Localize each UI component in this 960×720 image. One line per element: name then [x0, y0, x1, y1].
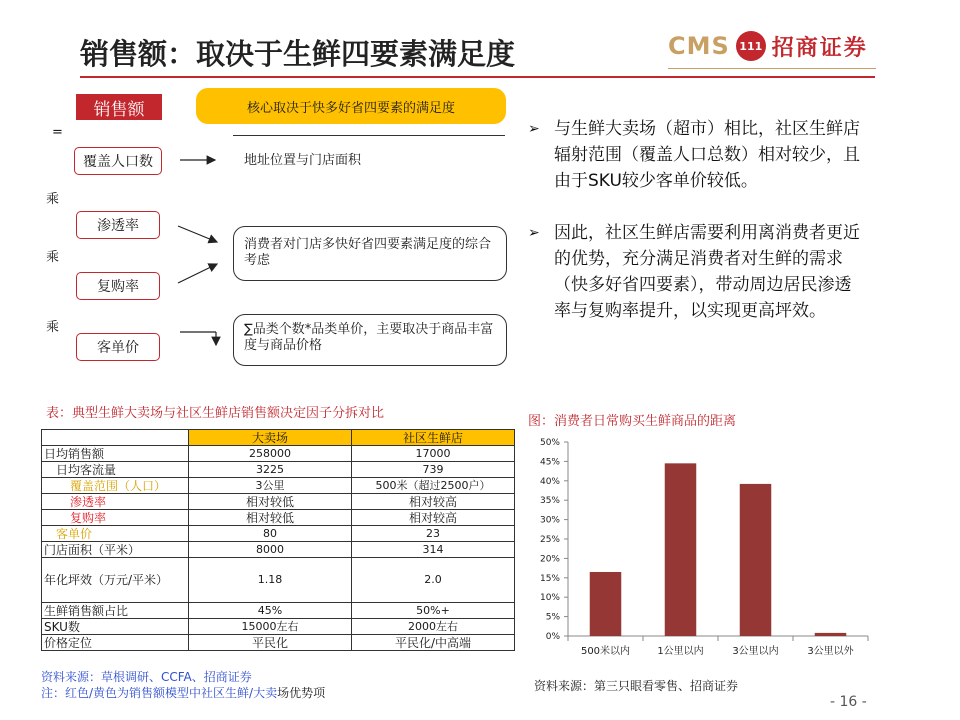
y-tick-label: 45% — [539, 457, 560, 468]
arrow-bullet-icon: ➢ — [528, 225, 540, 241]
y-tick-label: 30% — [539, 515, 560, 526]
table-cell: 3225 — [189, 462, 352, 478]
chart-bar — [665, 463, 697, 636]
table-header-cell — [42, 430, 189, 446]
table-cell: 3公里 — [189, 478, 352, 494]
y-tick-label: 25% — [539, 535, 560, 545]
x-tick-label: 1公里以内 — [657, 646, 704, 657]
table-cell: 平民化/中高端 — [352, 635, 515, 651]
table-row — [42, 462, 515, 478]
bullet-text: 因此，社区生鲜店需要利用离消费者更近的优势，充分满足消费者对生鲜的需求（快多好省四要素），带动周边居民渗透率与复购率提升，以实现更高坪效。 — [554, 223, 860, 321]
row-label: SKU数 — [42, 619, 189, 635]
arrow-penetration-icon — [178, 226, 217, 242]
row-label: 复购率 — [42, 510, 189, 526]
consideration-box: 消费者对门店多快好省四要素满足度的综合考虑 — [233, 226, 507, 281]
table-row — [42, 635, 515, 651]
table-cell: 45% — [189, 603, 352, 619]
table-cell: 739 — [352, 462, 515, 478]
factor-repurchase: 复购率 — [76, 272, 160, 300]
table-row — [42, 542, 515, 558]
cms-logo — [668, 26, 868, 66]
y-tick-label: 0% — [545, 632, 560, 642]
logo-badge-icon: 111 — [736, 31, 766, 61]
y-tick-label: 15% — [539, 573, 560, 584]
table-cell: 50%+ — [352, 603, 515, 619]
location-description: 地址位置与门店面积 — [244, 153, 362, 168]
chart-bar — [590, 572, 622, 636]
row-label: 覆盖范围（人口） — [42, 478, 189, 494]
table-row — [42, 478, 515, 494]
multiply-sign: 乘 — [46, 192, 60, 207]
note-suffix: 场优势项 — [277, 686, 326, 700]
arrow-bullet-icon: ➢ — [528, 121, 540, 137]
factor-coverage: 覆盖人口数 — [74, 147, 162, 175]
table-cell: 23 — [352, 526, 515, 542]
factor-basket-size: 客单价 — [76, 333, 160, 361]
row-label: 生鲜销售额占比 — [42, 603, 189, 619]
table-cell: 80 — [189, 526, 352, 542]
table-cell: 258000 — [189, 446, 352, 462]
page-title: 销售额：取决于生鲜四要素满足度 — [80, 37, 516, 71]
arrow-repurchase-icon — [178, 264, 217, 283]
table-row — [42, 510, 515, 526]
table-source: 资料来源：草根调研、CCFA、招商证券 — [41, 670, 252, 684]
table-note — [41, 684, 325, 701]
logo-underline — [668, 68, 876, 69]
table-cell: 相对较低 — [189, 510, 352, 526]
table-row — [42, 526, 515, 542]
table-cell: 平民化 — [189, 635, 352, 651]
table-header-cell: 大卖场 — [189, 430, 352, 446]
table-caption: 表：典型生鲜大卖场与社区生鲜店销售额决定因子分拆对比 — [46, 406, 385, 421]
table-cell: 500米（超过2500户） — [352, 478, 515, 494]
note-prefix: 注：红色/黄色为销售额模型中社区生鲜/大卖 — [41, 686, 278, 700]
row-label: 门店面积（平米） — [42, 542, 189, 558]
table-row — [42, 558, 515, 603]
y-tick-label: 50% — [539, 438, 560, 448]
multiply-sign: 乘 — [46, 250, 60, 265]
price-composition-box: ∑品类个数*品类单价，主要取决于商品丰富度与商品价格 — [233, 314, 507, 366]
row-label: 日均客流量 — [42, 462, 189, 478]
table-cell: 相对较高 — [352, 494, 515, 510]
multiply-sign: 乘 — [46, 320, 60, 335]
chart-bar — [815, 633, 847, 636]
table-cell: 2.0 — [352, 558, 515, 603]
table-cell: 15000左右 — [189, 619, 352, 635]
table-cell: 相对较低 — [189, 494, 352, 510]
equals-sign: = — [52, 125, 63, 140]
table-row — [42, 619, 515, 635]
row-label: 客单价 — [42, 526, 189, 542]
table-row — [42, 494, 515, 510]
row-label: 价格定位 — [42, 635, 189, 651]
chart-caption: 图：消费者日常购买生鲜商品的距离 — [528, 414, 737, 429]
row-label: 年化坪效（万元/平米） — [42, 558, 189, 603]
sales-label: 销售额 — [76, 94, 162, 120]
table-cell: 2000左右 — [352, 619, 515, 635]
y-tick-label: 40% — [539, 476, 560, 487]
table-header-row — [42, 430, 515, 446]
table-cell: 17000 — [352, 446, 515, 462]
table-cell: 8000 — [189, 542, 352, 558]
table-row — [42, 446, 515, 462]
y-tick-label: 10% — [539, 593, 560, 604]
table-row — [42, 603, 515, 619]
y-tick-label: 20% — [539, 554, 560, 565]
chart-source: 资料来源：第三只眼看零售、招商证券 — [534, 679, 739, 693]
y-tick-label: 35% — [539, 496, 560, 507]
comparison-table — [41, 429, 515, 651]
core-determinant-box: 核心取决于快多好省四要素的满足度 — [196, 88, 506, 124]
bullet-point — [528, 116, 868, 194]
row-label: 渗透率 — [42, 494, 189, 510]
y-tick-label: 5% — [545, 612, 560, 623]
table-cell: 314 — [352, 542, 515, 558]
x-tick-label: 3公里以外 — [807, 646, 854, 657]
logo-chinese: 招商证券 — [771, 35, 868, 61]
table-cell: 相对较高 — [352, 510, 515, 526]
x-tick-label: 3公里以内 — [732, 646, 779, 657]
bullet-point — [528, 220, 868, 324]
bullet-text: 与生鲜大卖场（超市）相比，社区生鲜店辐射范围（覆盖人口总数）相对较少，且由于SKU较少客单价较低。 — [554, 119, 860, 191]
page-number: - 16 - — [830, 694, 867, 710]
chart-bar — [740, 484, 772, 636]
distance-bar-chart — [520, 430, 880, 670]
table-header-cell: 社区生鲜店 — [352, 430, 515, 446]
diagram-arrows — [0, 0, 520, 380]
x-tick-label: 500米以内 — [580, 646, 631, 657]
table-cell: 1.18 — [189, 558, 352, 603]
factor-penetration: 渗透率 — [76, 211, 160, 239]
logo-latin: CMS — [668, 32, 730, 60]
row-label: 日均销售额 — [42, 446, 189, 462]
